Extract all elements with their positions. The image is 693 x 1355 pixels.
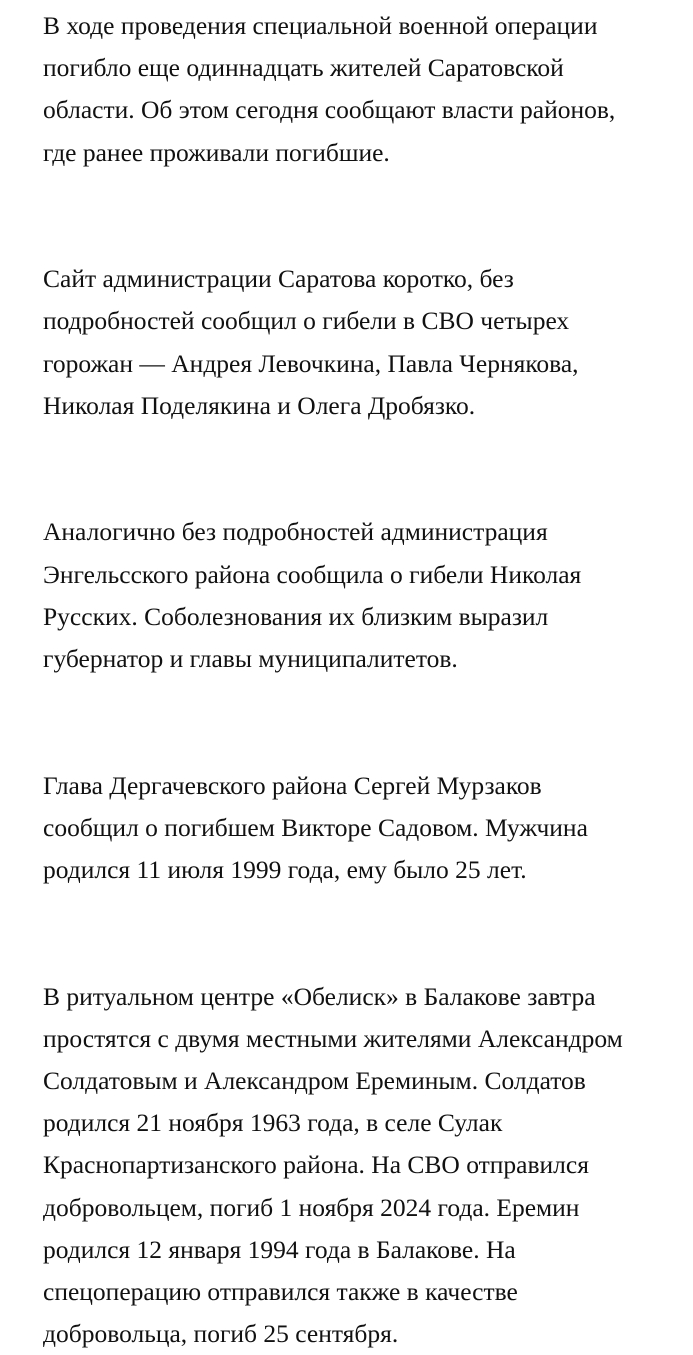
text-line: Сайт администрации Саратова коротко, без: [43, 264, 514, 294]
text-line: спецоперацию отправился также в качестве: [43, 1277, 518, 1307]
text-line: Глава Дергачевского района Сергей Мурзаков: [43, 770, 542, 800]
text-line: добровольцем, погиб 1 ноября 2024 года. Еремин: [43, 1192, 580, 1222]
text-line: Николая Поделякина и Олега Дробязко.: [43, 390, 476, 420]
text-line: добровольца, погиб 25 сентября.: [43, 1319, 399, 1349]
text-line: где ранее проживали погибшие.: [43, 137, 390, 167]
text-line: родился 11 июля 1999 года, ему было 25 лет.: [43, 855, 527, 885]
text-line: губернатор и главы муниципалитетов.: [43, 644, 458, 674]
text-line: горожан — Андрея Левочкина, Павла Чернякова,: [43, 348, 579, 378]
text-line: Энгельсского района сообщила о гибели Николая: [43, 559, 582, 589]
text-line: Солдатовым и Александром Ереминым. Солдатов: [43, 1066, 586, 1096]
text-line: Краснопартизанского района. На СВО отправился: [43, 1150, 589, 1180]
paragraph-1: [43, 5, 693, 174]
text-line: Русских. Соболезнования их близким выразил: [43, 601, 549, 631]
text-line: сообщил о погибшем Викторе Садовом. Мужчина: [43, 812, 588, 842]
text-line: области. Об этом сегодня сообщают власти районов,: [43, 95, 616, 125]
text-line: В ходе проведения специальной военной операции: [43, 11, 598, 40]
paragraph-5: [43, 976, 693, 1355]
text-line: родился 21 ноября 1963 года, в селе Сулак: [43, 1108, 503, 1138]
paragraph-2: [43, 258, 693, 427]
article-body: [43, 0, 693, 1355]
text-line: родился 12 января 1994 года в Балакове. На: [43, 1234, 516, 1264]
text-line: Аналогично без подробностей администрация: [43, 517, 548, 547]
text-line: погибло еще одиннадцать жителей Саратовской: [43, 53, 564, 83]
paragraph-4: [43, 765, 693, 892]
paragraph-3: [43, 511, 693, 680]
text-line: В ритуальном центре «Обелиск» в Балакове завтра: [43, 981, 596, 1011]
text-line: подробностей сообщил о гибели в СВО четырех: [43, 306, 570, 336]
text-line: простятся с двумя местными жителями Александром: [43, 1023, 623, 1053]
